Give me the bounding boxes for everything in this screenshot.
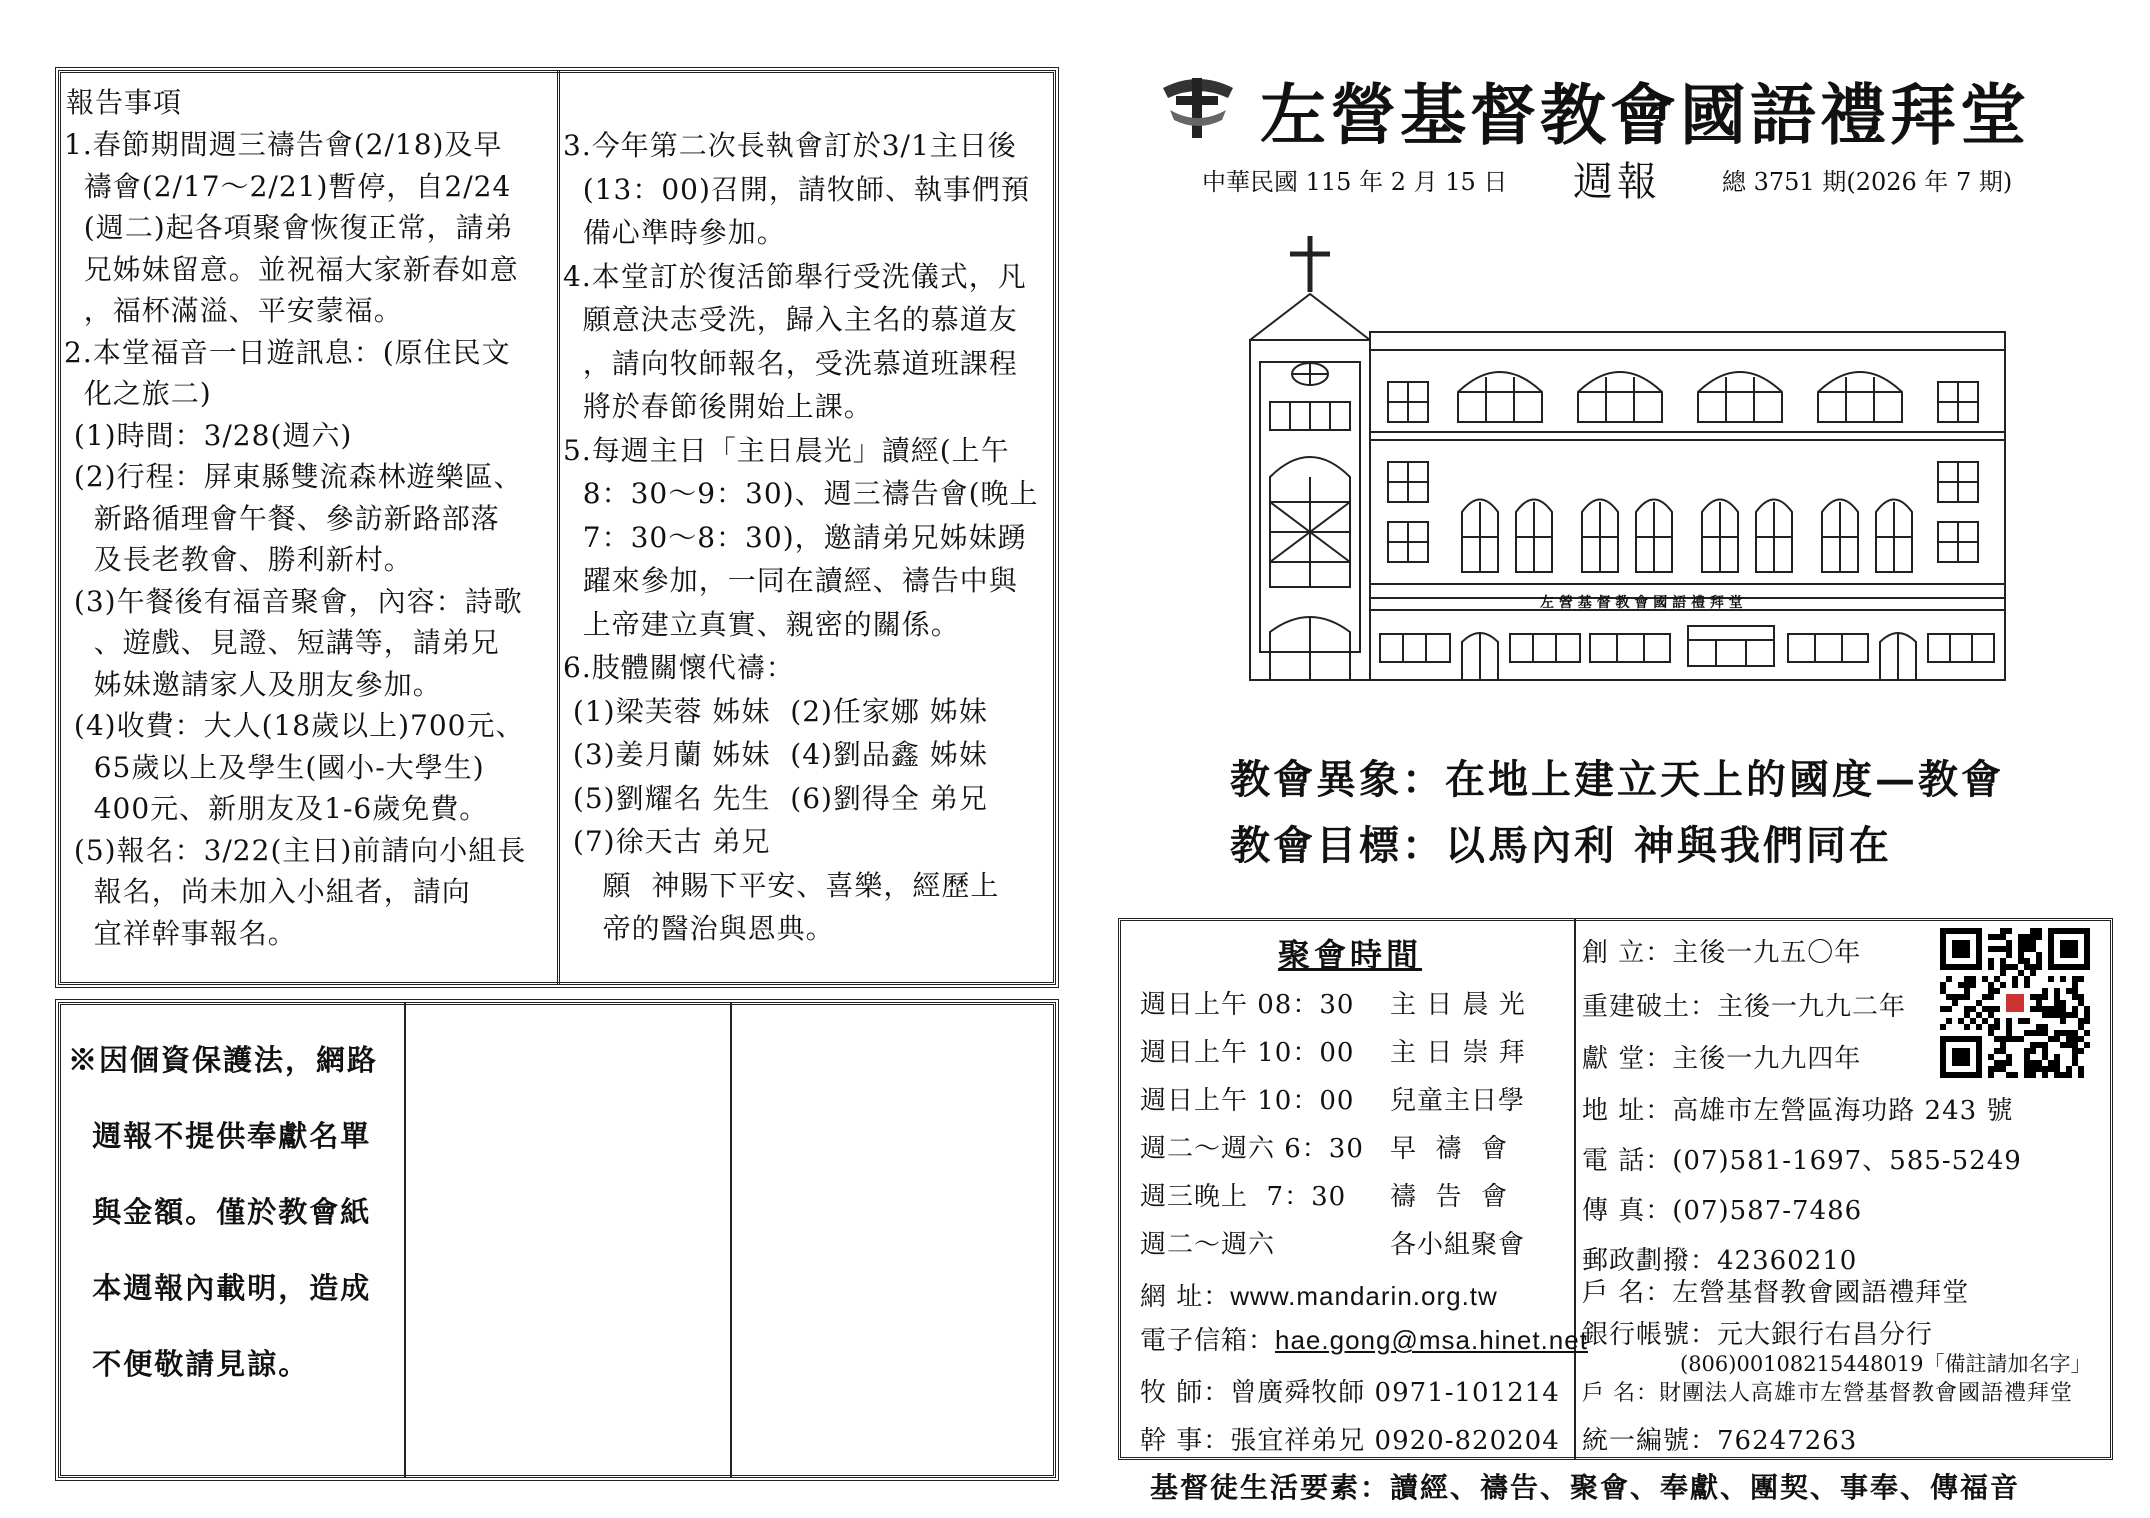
bank-account-name: 戶 名：財團法人高雄市左營基督教會國語禮拜堂: [1582, 1381, 2073, 1406]
email-label: 電子信箱：: [1140, 1326, 1276, 1356]
issue-number: 總 3751 期(2026 年 7 期): [1722, 168, 2013, 196]
announcement-line: 帝的醫治與恩典。: [563, 912, 835, 945]
notice-line: 週報不提供奉獻名單: [68, 1119, 372, 1153]
announcement-line: (週二)起各項聚會恢復正常，請弟: [64, 211, 514, 244]
announcement-line: (3)姜月蘭 姊妹 (4)劉品鑫 姊妹: [563, 738, 988, 771]
service-time: 週二～週六: [1140, 1230, 1276, 1260]
announcement-line: 姊妹邀請家人及朋友參加。: [64, 667, 442, 701]
announcement-line: 2.本堂福音一日遊訊息：(原住民文: [64, 335, 511, 369]
notice-line: 本週報內載明，造成: [68, 1271, 372, 1305]
church-vision: 教會異象：在地上建立天上的國度—教會: [1230, 756, 2004, 803]
announcement-line: 65歲以上及學生(國小-大學生): [64, 750, 485, 784]
website-row: [1140, 1276, 1498, 1313]
announcement-line: (4)收費：大人(18歲以上)700元、: [64, 709, 525, 742]
service-row: [1140, 1224, 1570, 1272]
announcement-line: 宜祥幹事報名。: [64, 916, 297, 950]
founded-info: 創 立：主後一九五〇年: [1582, 938, 1862, 968]
bank-account-number: (806)00108215448019「備註請加名字」: [1680, 1352, 2092, 1376]
website-link[interactable]: www.mandarin.org.tw: [1230, 1281, 1498, 1311]
announcement-line: (1)梁芙蓉 姊妹 (2)任家娜 姊妹: [563, 694, 988, 728]
church-title: 左營基督教會國語禮拜堂: [1260, 76, 2030, 154]
announcement-line: 禱會(2/17～2/21)暫停，自2/24: [64, 169, 512, 203]
bank-info: 銀行帳號：元大銀行右昌分行: [1582, 1320, 1934, 1350]
service-time: 週三晚上 7：30: [1140, 1182, 1347, 1212]
notice-line: 與金額。僅於教會紙: [68, 1195, 372, 1229]
announcements-heading: 報告事項: [66, 86, 183, 119]
announcement-line: (3)午餐後有福音聚會，內容：詩歌: [64, 584, 523, 618]
announcement-line: (1)時間：3/28(週六): [64, 418, 353, 452]
email-row: [1140, 1320, 1588, 1357]
announcement-line: 備心準時參加。: [563, 216, 786, 249]
announcements-right-column: [563, 124, 1055, 951]
announcement-line: 及長老教會、勝利新村。: [64, 543, 413, 576]
notice-line: 不便敬請見諒。: [68, 1347, 310, 1381]
announcement-line: 願意決志受洗，歸入主名的慕道友: [563, 303, 1018, 336]
privacy-notice: [68, 1022, 398, 1402]
service-row: [1140, 1128, 1570, 1176]
service-name: 禱 告 會: [1390, 1182, 1509, 1212]
service-time: 週日上午 10：00: [1140, 1086, 1355, 1116]
announcement-line: 化之旅二): [64, 377, 212, 410]
email-link[interactable]: hae.gong@msa.hinet.net: [1275, 1325, 1588, 1355]
service-time: 週日上午 10：00: [1140, 1038, 1355, 1068]
announcement-line: (13：00)召開，請牧師、執事們預: [563, 172, 1030, 206]
announcement-line: 3.今年第二次長執會訂於3/1主日後: [563, 129, 1017, 162]
announcement-line: 上帝建立真實、親密的關係。: [563, 607, 960, 641]
service-times-list: [1140, 984, 1570, 1272]
notice-line: ※因個資保護法，網路: [68, 1043, 379, 1077]
christian-life-elements: 基督徒生活要素：讀經、禱告、聚會、奉獻、團契、事奉、傳福音: [1150, 1471, 2021, 1504]
announcement-line: (5)劉耀名 先生 (6)劉得全 弟兄: [563, 781, 988, 815]
service-time: 週日上午 08：30: [1140, 990, 1355, 1020]
website-label: 網 址：: [1140, 1282, 1231, 1312]
announcement-line: (2)行程：屏東縣雙流森林遊樂區、: [64, 460, 523, 493]
announcement-line: (7)徐天古 弟兄: [563, 825, 771, 858]
service-row: [1140, 1032, 1570, 1080]
service-time: 週二～週六 6：30: [1140, 1134, 1364, 1164]
phone-info: 電 話：(07)581-1697、585-5249: [1582, 1146, 2022, 1176]
service-name: 主 日 崇 拜: [1390, 1038, 1526, 1068]
service-row: [1140, 984, 1570, 1032]
announcement-line: 4.本堂訂於復活節舉行受洗儀式，凡: [563, 259, 1027, 293]
announcement-line: 7：30～8：30)，邀請弟兄姊妹踴: [563, 520, 1027, 554]
announcements-left-column: [64, 124, 560, 954]
postal-account: 郵政劃撥：42360210: [1582, 1246, 1858, 1276]
announcement-line: 願 神賜下平安、喜樂，經歷上: [563, 868, 1000, 902]
announcement-line: 8：30～9：30)、週三禱告會(晚上: [563, 477, 1039, 510]
address-info: 地 址：高雄市左營區海功路 243 號: [1582, 1096, 2014, 1126]
announcement-line: ，請向牧師報名，受洗慕道班課程: [563, 346, 1018, 380]
fax-info: 傳 真：(07)587-7486: [1582, 1196, 1863, 1226]
church-logo-icon: [1158, 70, 1238, 140]
announcement-line: (5)報名：3/22(主日)前請向小組長: [64, 833, 527, 867]
announcement-line: 、遊戲、見證、短講等，請弟兄: [64, 626, 500, 659]
service-row: [1140, 1176, 1570, 1224]
service-name: 兒童主日學: [1390, 1086, 1526, 1116]
church-goal: 教會目標：以馬內利 神與我們同在: [1230, 822, 1892, 869]
announcement-line: 將於春節後開始上課。: [563, 390, 873, 423]
info-divider: [1574, 918, 1576, 1460]
offering-divider-1: [404, 1002, 406, 1478]
announcement-line: ，福杯滿溢、平安蒙福。: [64, 294, 403, 327]
tax-id: 統一編號：76247263: [1582, 1426, 1858, 1456]
weekly-label: 週報: [1573, 159, 1661, 205]
announcement-line: 1.春節期間週三禱告會(2/18)及早: [64, 128, 503, 161]
announcement-line: 報名，尚未加入小組者，請向: [64, 875, 471, 908]
church-building-illustration: [1240, 232, 2010, 692]
announcement-line: 5.每週主日「主日晨光」讀經(上午: [563, 433, 1010, 467]
announcement-line: 6.肢體關懷代禱：: [563, 651, 795, 684]
bank-account-name-label: [1582, 1376, 2073, 1407]
bulletin-date: 中華民國 115 年 2 月 15 日: [1202, 168, 1508, 196]
service-row: [1140, 1080, 1570, 1128]
staff-contact: 幹 事：張宜祥弟兄 0920-820204: [1140, 1426, 1560, 1456]
announcement-line: 躍來參加，一同在讀經、禱告中與: [563, 564, 1018, 597]
qr-code-icon[interactable]: [1940, 928, 2090, 1078]
service-times-heading: 聚會時間: [1278, 936, 1423, 974]
service-name: 主 日 晨 光: [1390, 990, 1526, 1020]
postal-account-name: 戶 名：左營基督教會國語禮拜堂: [1582, 1278, 1970, 1308]
dedicated-info: 獻 堂：主後一九九四年: [1582, 1044, 1862, 1074]
service-name: 早 禱 會: [1390, 1134, 1509, 1164]
rebuild-info: 重建破土：主後一九九二年: [1582, 992, 1907, 1022]
pastor-contact: 牧 師：曾廣舜牧師 0971-101214: [1140, 1378, 1560, 1408]
announcement-line: 新路循理會午餐、參訪新路部落: [64, 501, 500, 535]
building-sign: 左 營 基 督 教 會 國 語 禮 拜 堂: [1540, 595, 1743, 611]
announcement-line: 兄姊妹留意。並祝福大家新春如意: [64, 252, 519, 286]
service-name: 各小組聚會: [1390, 1230, 1526, 1260]
offering-divider-2: [730, 1002, 732, 1478]
announcement-line: 400元、新朋友及1-6歲免費。: [64, 792, 489, 825]
